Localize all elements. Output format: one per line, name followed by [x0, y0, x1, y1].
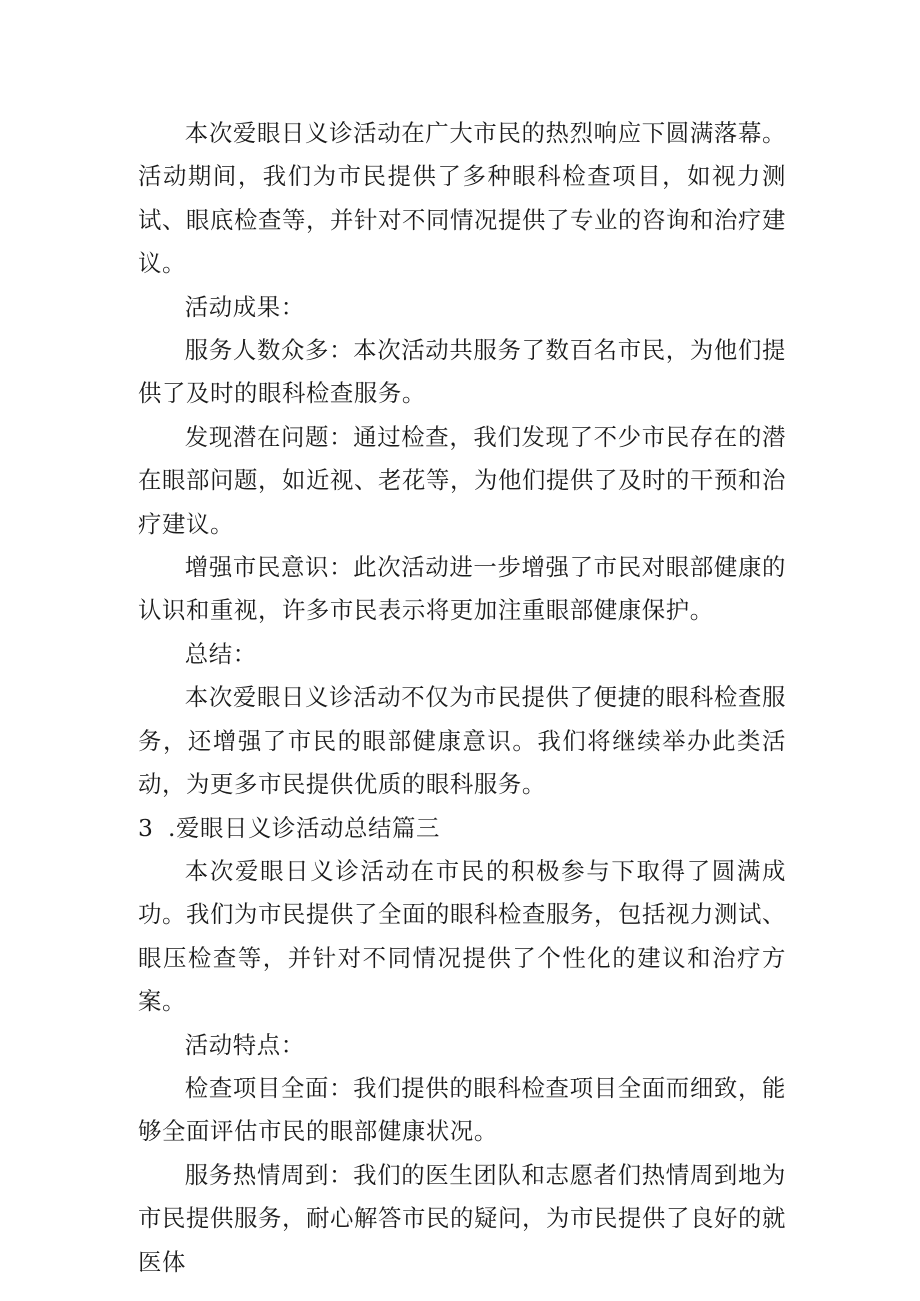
paragraph-awareness: 增强市民意识：此次活动进一步增强了市民对眼部健康的认识和重视，许多市民表示将更加注重眼部健康保护。 [138, 553, 786, 625]
paragraph-intro: 本次爱眼日义诊活动在广大市民的热烈响应下圆满落幕。活动期间，我们为市民提供了多种眼科检查项目，如视力测试、眼底检查等，并针对不同情况提供了专业的咨询和治疗建议。 [138, 119, 786, 278]
paragraph-section3-intro: 本次爱眼日义诊活动在市民的积极参与下取得了圆满成功。我们为市民提供了全面的眼科检查服务，包括视力测试、眼压检查等，并针对不同情况提供了个性化的建议和治疗方案。 [138, 856, 786, 1016]
paragraph-service-count: 服务人数众多：本次活动共服务了数百名市民，为他们提供了及时的眼科检查服务。 [138, 336, 786, 408]
section-heading [138, 807, 786, 850]
section-title: .爱眼日义诊活动总结篇三 [168, 813, 440, 842]
paragraph-summary: 本次爱眼日义诊活动不仅为市民提供了便捷的眼科检查服务，还增强了市民的眼部健康意识。我们将继续举办此类活动，为更多市民提供优质的眼科服务。 [138, 683, 786, 799]
section-number: 3 [138, 813, 154, 842]
paragraph-results-label: 活动成果： [184, 292, 305, 321]
paragraph-warm-service: 服务热情周到：我们的医生团队和志愿者们热情周到地为市民提供服务，耐心解答市民的疑问，为市民提供了良好的就医体 [138, 1160, 786, 1276]
paragraph-features-label: 活动特点： [184, 1030, 305, 1059]
paragraph-comprehensive-check: 检查项目全面：我们提供的眼科检查项目全面而细致，能够全面评估市民的眼部健康状况。 [138, 1073, 786, 1146]
paragraph-potential-issues: 发现潜在问题：通过检查，我们发现了不少市民存在的潜在眼部问题，如近视、老花等，为他们提供了及时的干预和治疗建议。 [138, 422, 786, 538]
paragraph-summary-label: 总结： [184, 639, 257, 668]
document-page [138, 112, 786, 1284]
